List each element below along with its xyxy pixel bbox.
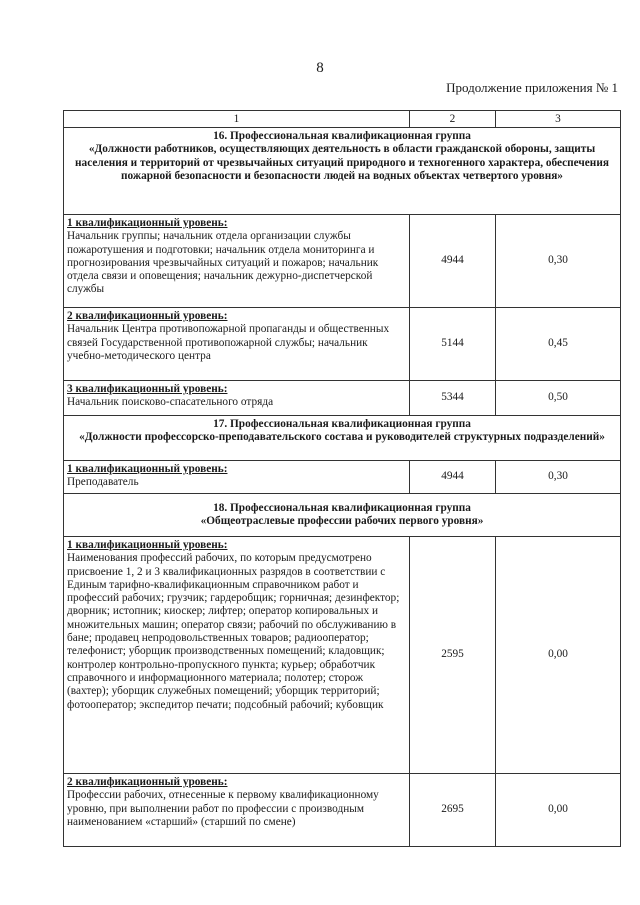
level-text: Профессии рабочих, отнесенные к первому квалификационному уровню, при выполнении работ по профессии с производным наименованием «старший» (старший по смене) [67, 789, 379, 828]
group-title: 16. Профессиональная квалификационная группа [213, 130, 471, 142]
table-header-row [64, 111, 621, 128]
group-title: 18. Профессиональная квалификационная группа [213, 501, 471, 514]
level-text: Преподаватель [67, 476, 139, 489]
salary-cell: 2695 [410, 774, 496, 847]
level-text: Наименования профессий рабочих, по которым предусмотрено присвоение 1, 2 и 3 квалификационных разрядов в соответствии с Единым тарифно-квалификационным справочником работ и профессий рабочих; грузчик; гардеробщик; горничная; дезинфектор; дворник; истопник; киоскер; лифтер; оператор копировальных и множительных машин; оператор связи; рабочий по обслуживанию в бане; продавец непродовольственных товаров; радиооператор; телефонист; уборщик производственных помещений; кладовщик; контролер контрольно-пропускного пункта; курьер; обработчик справочного и информационного материала; полотер; сторож (вахтер); уборщик служебных помещений; уборщик территорий; фотооператор; экспедитор печати; подсобный рабочий; кубовщик [67, 552, 400, 711]
group-subtitle: «Должности профессорско-преподавательского состава и руководителей структурных подразделений» [79, 431, 605, 444]
level-label: 2 квалификационный уровень: [67, 776, 228, 788]
table-row [64, 537, 621, 774]
table-row [64, 308, 621, 381]
level-label: 1 квалификационный уровень: [67, 463, 228, 475]
continuation-label: Продолжение приложения № 1 [446, 80, 618, 95]
coefficient-cell: 0,30 [496, 461, 621, 494]
salary-cell: 4944 [410, 461, 496, 494]
salary-cell: 4944 [410, 215, 496, 308]
level-label: 1 квалификационный уровень: [67, 539, 228, 551]
header-col-2: 2 [410, 111, 496, 128]
group-row [64, 494, 621, 537]
coefficient-cell: 0,45 [496, 308, 621, 381]
level-text: Начальник группы; начальник отдела организации службы пожаротушения и подготовки; начальник отдела мониторинга и прогнозирования чрезвычайных ситуаций и пожаров; начальник отдела связи и оповещения; начальник дежурно-диспетчерской службы [67, 230, 379, 296]
table-row [64, 774, 621, 847]
level-label: 3 квалификационный уровень: [67, 383, 228, 395]
level-label: 1 квалификационный уровень: [67, 217, 228, 229]
table-row [64, 461, 621, 494]
qualification-table [63, 110, 621, 847]
table-row [64, 215, 621, 308]
group-title: 17. Профессиональная квалификационная группа [213, 418, 471, 430]
coefficient-cell: 0,00 [496, 537, 621, 774]
header-col-1: 1 [64, 111, 410, 128]
level-text: Начальник Центра противопожарной пропаганды и общественных связей Государственной противопожарной службы; начальник учебно-методического центра [67, 323, 390, 362]
group-subtitle: «Должности работников, осуществляющих деятельность в области гражданской обороны, защиты населения и территорий от чрезвычайных ситуаций природного и техногенного характера, обеспечения пожарной безопасности и безопасности людей на водных объектах четвертого уровня» [75, 143, 609, 182]
salary-cell: 5144 [410, 308, 496, 381]
table-row [64, 381, 621, 416]
coefficient-cell: 0,50 [496, 381, 621, 416]
salary-cell: 2595 [410, 537, 496, 774]
level-label: 2 квалификационный уровень: [67, 310, 228, 322]
salary-cell: 5344 [410, 381, 496, 416]
page-number: 8 [316, 60, 324, 76]
group-subtitle: «Общеотраслевые профессии рабочих первого уровня» [200, 515, 484, 527]
coefficient-cell: 0,30 [496, 215, 621, 308]
coefficient-cell: 0,00 [496, 774, 621, 847]
group-row [64, 416, 621, 461]
group-row [64, 128, 621, 215]
header-col-3: 3 [496, 111, 621, 128]
level-text: Начальник поисково-спасательного отряда [67, 396, 274, 409]
